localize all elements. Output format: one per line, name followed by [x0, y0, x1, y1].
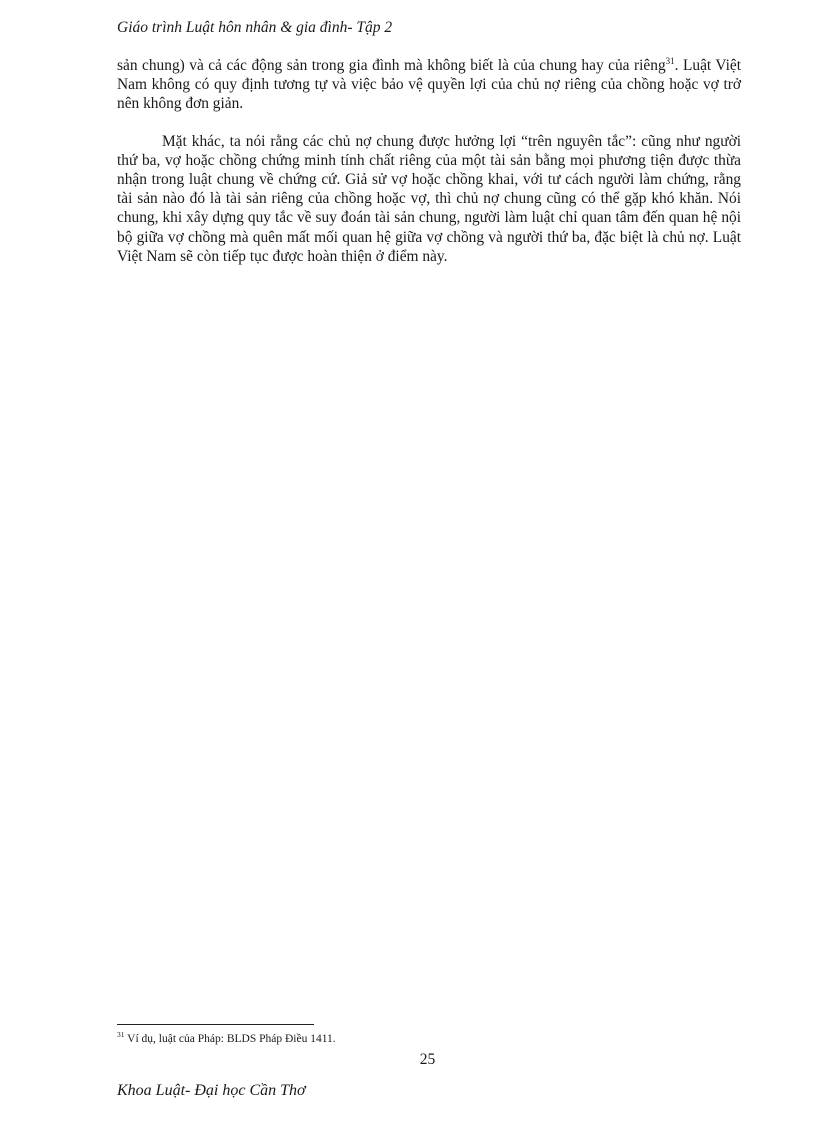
paragraph-2: Mặt khác, ta nói rằng các chủ nợ chung được hưởng lợi “trên nguyên tắc”: cũng như người thứ ba, vợ hoặc chồng chứng minh tính chất riêng của một tài sản bằng mọi phương tiện được thừa nhận trong luật chung về chứng cứ. Giả sử vợ hoặc chồng khai, với tư cách người làm chứng, rằng tài sản nào đó là tài sản riêng của chồng hoặc vợ, thì chủ nợ chung cũng có thể gặp khó khăn. Nói chung, khi xây dựng quy tắc về suy đoán tài sản chung, người làm luật chỉ quan tâm đến quan hệ nội bộ giữa vợ chồng mà quên mất mối quan hệ giữa vợ chồng và người thứ ba, đặc biệt là chủ nợ. Luật Việt Nam sẽ còn tiếp tục được hoàn thiện ở điểm này. [117, 132, 741, 265]
paragraph-1 [117, 56, 741, 114]
running-header: Giáo trình Luật hôn nhân & gia đình- Tập 2 [117, 19, 393, 36]
body-text [117, 56, 741, 266]
page-number: 25 [419, 1051, 436, 1068]
paragraph-1-text-a: sản chung) và cả các động sản trong gia đình mà không biết là của chung hay của riêng [117, 57, 666, 74]
running-footer: Khoa Luật- Đại học Cần Thơ [117, 1082, 306, 1099]
footnote-text: Ví dụ, luật của Pháp: BLDS Pháp Điều 1411. [124, 1033, 336, 1045]
footnote-number: 31 [117, 1030, 125, 1040]
paragraph-1-text-b: . Luật Việt Nam không có quy định tương tự và việc bảo vệ quyền lợi của chủ nợ riêng của chồng hoặc vợ trở nên không đơn giản. [117, 57, 741, 113]
footnote-divider [117, 1024, 314, 1025]
footnote [117, 1030, 336, 1045]
footnote-reference: 31 [665, 55, 675, 66]
